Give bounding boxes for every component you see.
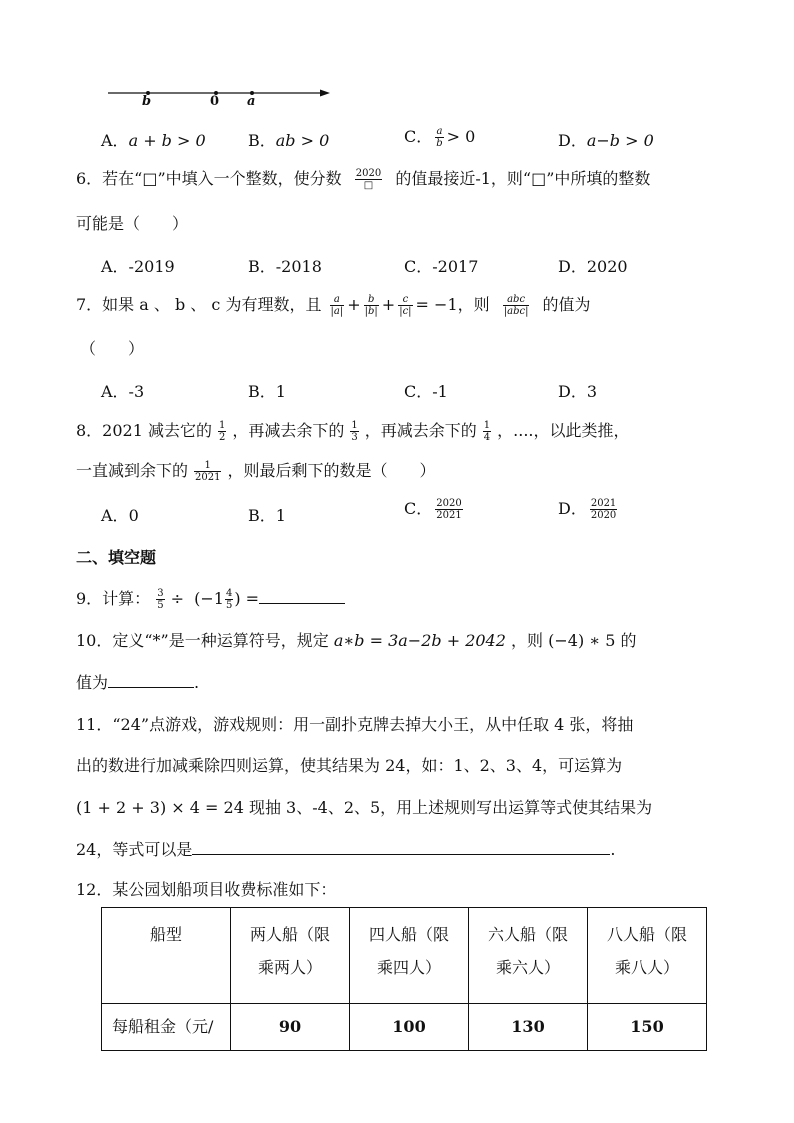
number-line-label-b: b	[142, 94, 152, 109]
table-header-cell: 八人船（限 乘八人）	[588, 908, 707, 1004]
q10-answer-blank[interactable]	[108, 687, 194, 688]
table-header-cell: 船型	[102, 908, 231, 1004]
q5-option-a[interactable]: A．a + b > 0	[101, 131, 206, 150]
q7-stem-line2: （ ）	[80, 339, 145, 358]
q6-option-c[interactable]: C．-2017	[404, 257, 479, 276]
q8-option-a[interactable]: A．0	[101, 506, 139, 525]
q7-option-b[interactable]: B．1	[248, 382, 286, 401]
table-header-row	[102, 908, 707, 1004]
q8-stem: 8．2021 减去它的 $\frac{1}{2}$ ，再减去余下的 $\frac{1}{3}$ ，再减去余下的 $\frac{1}{4}$ ，....，以此类推，	[76, 420, 630, 443]
q7-option-a[interactable]: A．-3	[101, 382, 145, 401]
fee-table	[101, 907, 707, 1051]
q5-option-d[interactable]: D．a−b > 0	[558, 131, 654, 150]
q6-stem: 6．若在“□”中填入一个整数，使分数 $\frac{2020}{□}$ 的值最接近-1，则“□”中所填的整数	[76, 168, 651, 191]
section-title: 二、填空题	[76, 548, 157, 567]
q11-line2: 出的数进行加减乘除四则运算，使其结果为 24，如：1、2、3、4，可运算为	[76, 756, 623, 775]
q6-option-b[interactable]: B．-2018	[248, 257, 322, 276]
table-header-cell: 六人船（限 乘六人）	[469, 908, 588, 1004]
table-cell: 130	[469, 1004, 588, 1051]
q8-stem-line2: 一直减到余下的 $\frac{1}{2021}$ ，则最后剩下的数是（ ）	[76, 460, 436, 483]
q11-line3: (1 + 2 + 3) × 4 = 24 现抽 3、-4、2、5，用上述规则写出运算等式使其结果为	[76, 798, 653, 817]
number-line-label-0: 0	[210, 94, 220, 109]
q7-stem: 7．如果 a 、 b 、 c 为有理数，且 $\frac{a}{|a|}$ + $\frac{b}{|b|}$ + $\frac{c}{|c|}$ = −1，则 $\frac{\text{abc}}{\text{|abc|}}$ 的值为	[76, 294, 591, 317]
q8-option-c[interactable]: C． $\frac{2020}{2021}$	[404, 498, 462, 521]
q8-option-b[interactable]: B．1	[248, 506, 286, 525]
q6-option-a[interactable]: A．-2019	[101, 257, 175, 276]
q5-option-c[interactable]: C． $\frac{a}{b}$ > 0	[404, 126, 476, 149]
table-header-cell: 两人船（限 乘两人）	[231, 908, 350, 1004]
number-line-label-a: a	[247, 94, 256, 109]
table-row	[102, 1004, 707, 1051]
table-cell: 90	[231, 1004, 350, 1051]
q5-option-b[interactable]: B．ab > 0	[248, 131, 330, 150]
q7-option-d[interactable]: D．3	[558, 382, 598, 401]
q12-title: 12．某公园划船项目收费标准如下：	[76, 880, 337, 899]
table-cell: 150	[588, 1004, 707, 1051]
q8-option-d[interactable]: D． $\frac{2021}{2020}$	[558, 498, 617, 521]
q6-stem-line2: 可能是（ ）	[76, 214, 189, 233]
q7-option-c[interactable]: C．-1	[404, 382, 448, 401]
table-header-cell: 四人船（限 乘四人）	[350, 908, 469, 1004]
table-row-label: 每船租金（元/	[102, 1004, 231, 1051]
q11-line1: 11．“24”点游戏，游戏规则：用一副扑克牌去掉大小王，从中任取 4 张，将抽	[76, 715, 634, 734]
q10-stem: 10．定义“*”是一种运算符号，规定 a∗b = 3a−2b + 2042 ，则 (−4) ∗ 5 的	[76, 631, 637, 650]
q6-option-d[interactable]: D．2020	[558, 257, 628, 276]
q10-stem-line2: 值为 .	[76, 673, 200, 692]
table-cell: 100	[350, 1004, 469, 1051]
q9-stem: 9．计算： $\frac{3}{5}$ ÷ (−1 $\frac{4}{5}$ ) =	[76, 586, 345, 611]
q11-answer-blank[interactable]	[192, 854, 610, 855]
q9-answer-blank[interactable]	[259, 603, 345, 604]
q11-line4: 24，等式可以是 .	[76, 840, 616, 859]
